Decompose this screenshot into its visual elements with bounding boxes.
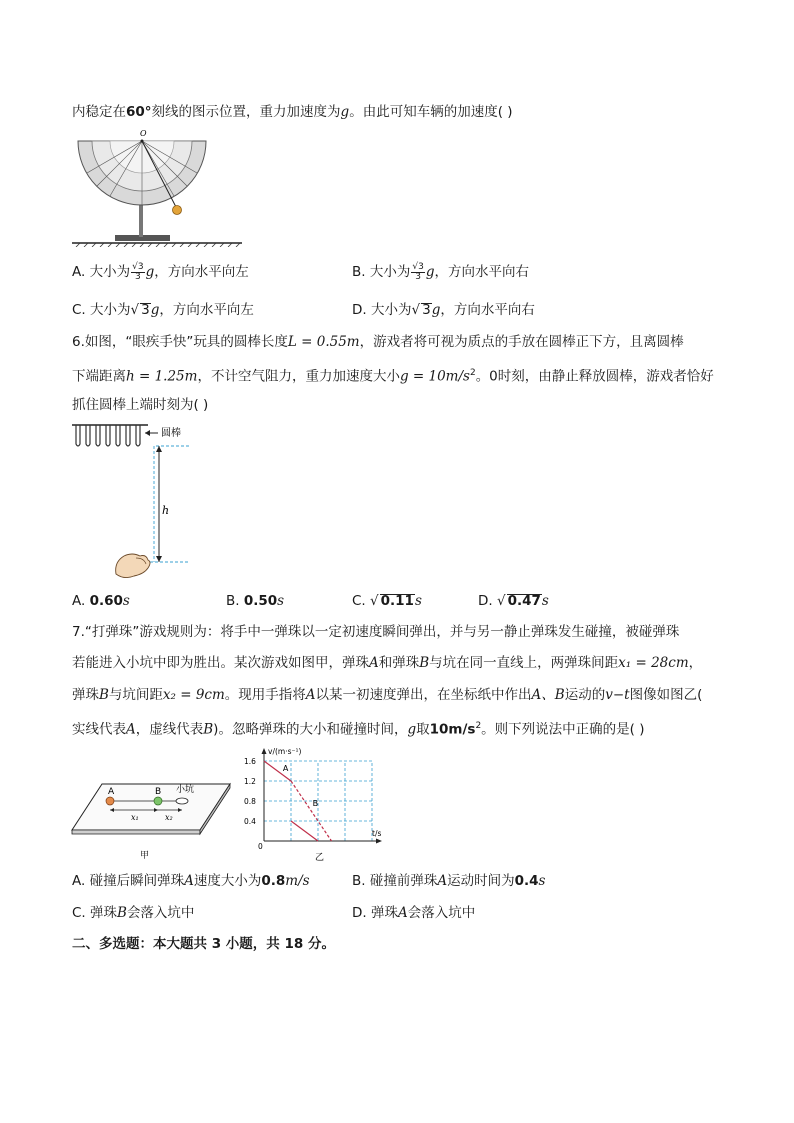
- q6-option-c[interactable]: C. √ 0.11s: [352, 593, 422, 609]
- q7-option-a[interactable]: A. 碰撞后瞬间弹珠A速度大小为0.8m/s: [72, 873, 310, 889]
- pit-label: 小坑: [176, 785, 195, 795]
- q7-option-c[interactable]: C. 弹珠B会落入坑中: [72, 905, 195, 921]
- q7-line-4: 实线代表A，虚线代表B)。忽略弹珠的大小和碰撞时间，g取$10m/s^2$。则下列说法中正确的是( ): [72, 721, 645, 738]
- x2-label: x₂: [165, 813, 173, 822]
- fraction: $\frac{√3}{3}$: [132, 261, 144, 282]
- fraction: $\frac{√3}{3}$: [412, 261, 424, 282]
- q5-angle: 60°: [126, 104, 152, 120]
- q5-stem-b: 刻线的图示位置，重力加速度为: [151, 104, 341, 120]
- figure-jia: [70, 772, 240, 862]
- hand-icon: [116, 554, 150, 578]
- series-B-segment: [291, 781, 332, 841]
- q5-g: g: [340, 104, 350, 120]
- q7-line-3: 弹珠B与坑间距x₂ = 9cm。现用手指将A以某一初速度弹出，在坐标纸中作出A、B运动的v−t图像如图乙(: [72, 687, 703, 703]
- q6-option-d[interactable]: D. √ 0.47s: [478, 593, 549, 609]
- y-tick-label: 1.6: [244, 757, 256, 766]
- series-A-segment: [291, 821, 318, 841]
- caption-jia: 甲: [140, 851, 150, 861]
- q6-line-1: 6.如图，“眼疾手快”玩具的圆棒长度L = 0.55m，游戏者将可视为质点的手放在圆棒正下方，且离圆棒: [72, 334, 684, 350]
- x1-label: x₁: [131, 813, 139, 822]
- q5-stem-a: 内稳定在: [72, 104, 126, 120]
- y-tick-label: 0.8: [244, 797, 256, 806]
- q5-option-c[interactable]: C. 大小为√ 3g，方向水平向左: [72, 302, 254, 318]
- q7-option-b[interactable]: B. 碰撞前弹珠A运动时间为0.4s: [352, 873, 546, 889]
- q5-stem-c: 。由此可知车辆的加速度( ): [349, 104, 513, 120]
- rod-figure: [70, 424, 220, 584]
- y-tick-label: 1.2: [244, 777, 256, 786]
- q6-option-b[interactable]: B. 0.50s: [226, 593, 285, 609]
- q7-line-1: 7.“打弹珠”游戏规则为：将手中一弹珠以一定初速度瞬间弹出，并与另一静止弹珠发生碰撞，被碰弹珠: [72, 624, 680, 640]
- vt-chart: [240, 745, 400, 865]
- ball-a-label: A: [108, 787, 115, 797]
- q6-line-2: 下端距离h = 1.25m，不计空气阻力，重力加速度大小$g = 10m/s^2$。0时刻，由静止释放圆棒，游戏者恰好: [72, 368, 714, 385]
- q5-option-a[interactable]: A. 大小为 $\frac{√3}{3}$ g，方向水平向左: [72, 261, 249, 282]
- y-axis-arrow: [262, 748, 267, 754]
- series-label: B: [312, 799, 319, 808]
- series-label: A: [282, 764, 289, 773]
- y-tick-label: 0.4: [244, 817, 256, 826]
- y-axis-label: v/(m·s⁻¹): [268, 747, 302, 756]
- y-tick-labels: [244, 757, 256, 826]
- h-label: h: [162, 504, 170, 517]
- origin-label: 0: [258, 842, 263, 851]
- caption-yi: 乙: [315, 853, 325, 863]
- point-o-label: O: [140, 129, 147, 138]
- section-2-title: 二、多选题：本大题共 3 小题，共 18 分。: [72, 936, 335, 952]
- protractor-figure: [70, 127, 250, 247]
- q6-line-3: 抓住圆棒上端时刻为( ): [72, 397, 209, 413]
- q5-stem: [72, 103, 513, 121]
- x-axis-arrow: [376, 839, 382, 844]
- q6-option-a[interactable]: A. 0.60s: [72, 593, 130, 609]
- q7-option-d[interactable]: D. 弹珠A会落入坑中: [352, 905, 476, 921]
- x-axis-label: t/s: [372, 829, 382, 838]
- q5-option-b[interactable]: B. 大小为 $\frac{√3}{3}$ g，方向水平向右: [352, 261, 529, 282]
- q5-option-d[interactable]: D. 大小为√ 3g，方向水平向右: [352, 302, 535, 318]
- q7-line-2: 若能进入小坑中即为胜出。某次游戏如图甲，弹珠A和弹珠B与坑在同一直线上，两弹珠间距x₁ = 28cm，: [72, 655, 703, 671]
- rod-label: 圆棒: [161, 428, 181, 439]
- ball-b-label: B: [155, 787, 162, 797]
